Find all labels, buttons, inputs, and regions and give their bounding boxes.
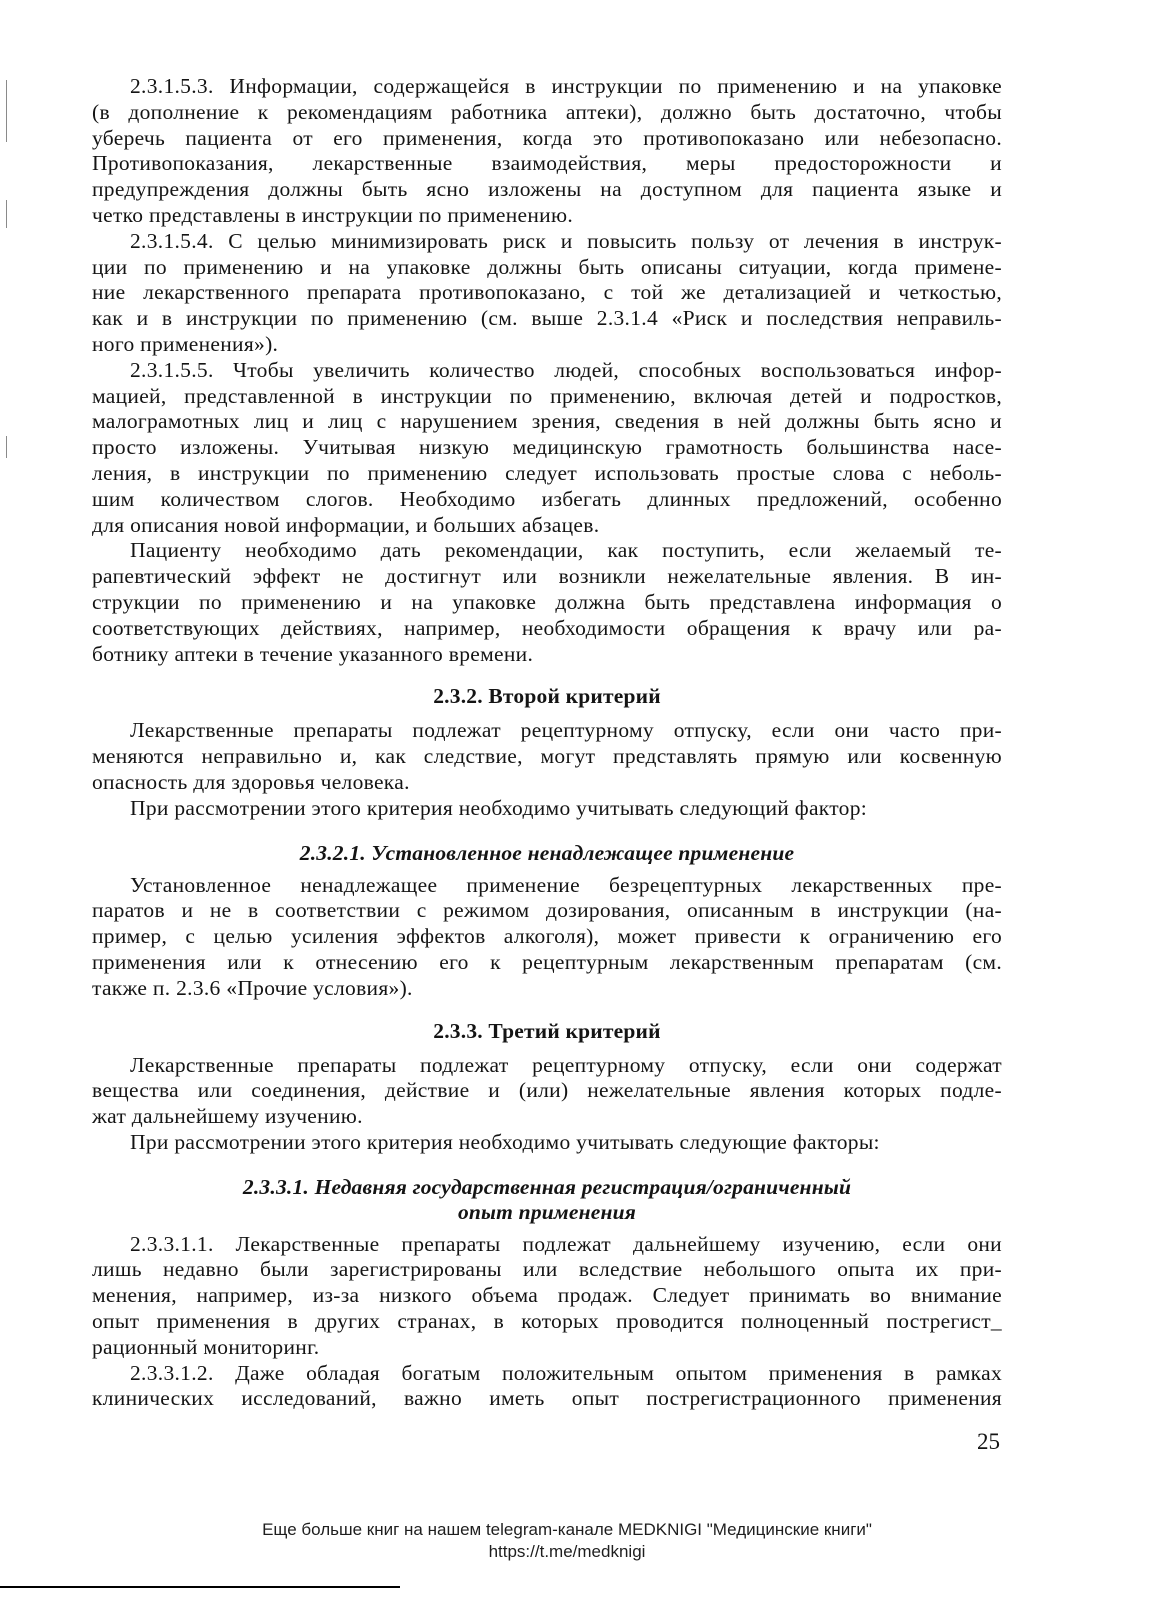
text-line: ного применения»). [92, 331, 279, 356]
text-line: как и в инструкции по применению (см. выше 2.3.1.4 «Риск и последствия неправиль- [92, 306, 1002, 331]
text-line: клинических исследований, важно иметь опыт пострегистрационного применения [92, 1386, 1002, 1411]
scan-margin-mark [6, 200, 7, 228]
text-line: уберечь пациента от его применения, когда это противопоказано или небезопасно. [92, 125, 1002, 150]
section-heading: 2.3.3. Третий критерий [433, 1018, 661, 1043]
footer-promo-text: Еще больше книг на нашем telegram-канале MEDKNIGI "Медицинские книги" [262, 1520, 872, 1539]
text-line: ции по применению и на упаковке должны быть описаны ситуации, когда примене- [92, 254, 1002, 279]
paragraph [92, 1232, 1002, 1361]
text-line: малограмотных лиц и лиц с нарушением зрения, сведения в ней должны быть ясно и [92, 409, 1002, 434]
text-line: Противопоказания, лекарственные взаимодействия, меры предосторожности и [92, 151, 1002, 176]
text-line: также п. 2.3.6 «Прочие условия»). [92, 975, 413, 1000]
paragraph [92, 1361, 1002, 1413]
paragraph [92, 796, 1002, 822]
text-line: опыт применения в других странах, в которых проводится полноценный пострегист_ [92, 1309, 1002, 1334]
text-line: меняются неправильно и, как следствие, могут представлять прямую или косвенную [92, 744, 1002, 769]
text-line: При рассмотрении этого критерия необходимо учитывать следующие факторы: [130, 1129, 880, 1154]
text-line: жат дальнейшему изучению. [92, 1104, 363, 1129]
text-line: При рассмотрении этого критерия необходимо учитывать следующий фактор: [130, 795, 868, 820]
text-line: ления, в инструкции по применению следует использовать простые слова с неболь- [92, 460, 1002, 485]
text-line: менения, например, из-за низкого объема продаж. Следует принимать во внимание [92, 1283, 1002, 1308]
text-line: опасность для здоровья человека. [92, 769, 410, 794]
subsection-heading [92, 841, 1002, 866]
text-line: ботнику аптеки в течение указанного времени. [92, 641, 534, 666]
paragraph [92, 538, 1002, 667]
text-line: струкции по применению и на упаковке должна быть представлена информация о [92, 589, 1002, 614]
paragraph [92, 718, 1002, 795]
text-line: (в дополнение к рекомендациям работника аптеки), должно быть достаточно, чтобы [92, 99, 1002, 124]
paragraph [92, 1130, 1002, 1156]
scan-margin-mark [6, 80, 7, 142]
text-line: паратов и не в соответствии с режимом дозирования, описанным в инструкции (на- [92, 898, 1002, 923]
text-line: Лекарственные препараты подлежат рецептурному отпуску, если они содержат [130, 1052, 1002, 1077]
text-line: рапевтический эффект не достигнут или возникли нежелательные явления. В ин- [92, 564, 1002, 589]
subsection-heading-line: опыт применения [457, 1199, 637, 1224]
scan-edge-line [0, 1586, 400, 1588]
text-line: лишь недавно были зарегистрированы или вследствие небольшого опыта их при- [92, 1257, 1002, 1282]
section-heading: 2.3.2. Второй критерий [433, 684, 661, 709]
paragraph [92, 74, 1002, 229]
text-line: просто изложены. Учитывая низкую медицинскую грамотность большинства насе- [92, 435, 1002, 460]
text-line: рационный мониторинг. [92, 1334, 320, 1359]
text-line: применения или к отнесению его к рецептурным лекарственным препаратам (см. [92, 949, 1002, 974]
subsection-heading-line: 2.3.3.1. Недавняя государственная регистрация/ограниченный [242, 1174, 852, 1199]
text-line: 2.3.3.1.1. Лекарственные препараты подлежат дальнейшему изучению, если они [130, 1231, 1002, 1256]
text-line: 2.3.3.1.2. Даже обладая богатым положительным опытом применения в рамках [130, 1360, 1002, 1385]
text-line: вещества или соединения, действие и (или) нежелательные явления которых подле- [92, 1078, 1002, 1103]
text-line: Лекарственные препараты подлежат рецептурному отпуску, если они часто при- [130, 718, 1002, 743]
text-line: 2.3.1.5.5. Чтобы увеличить количество людей, способных воспользоваться инфор- [130, 357, 1002, 382]
scan-margin-mark [6, 436, 7, 458]
paragraph [92, 1053, 1002, 1130]
text-line: для описания новой информации, и больших абзацев. [92, 512, 600, 537]
text-line: предупреждения должны быть ясно изложены на доступном для пациента языке и [92, 177, 1002, 202]
text-line: 2.3.1.5.4. С целью минимизировать риск и повысить пользу от лечения в инструк- [130, 228, 1002, 253]
text-line: Установленное ненадлежащее применение безрецептурных лекарственных пре- [130, 872, 1002, 897]
text-line: 2.3.1.5.3. Информации, содержащейся в инструкции по применению и на упаковке [130, 74, 1002, 98]
text-line: Пациенту необходимо дать рекомендации, как поступить, если желаемый те- [130, 538, 1002, 563]
paragraph [92, 229, 1002, 358]
paragraph [92, 358, 1002, 539]
paragraph [92, 873, 1002, 1002]
text-line: ние лекарственного препарата противопоказано, с той же детализацией и четкостью, [92, 280, 1002, 305]
text-line: соответствующих действиях, например, необходимости обращения к врачу или ра- [92, 615, 1002, 640]
footer-url-text: https://t.me/medknigi [488, 1542, 646, 1561]
subsection-heading-line: 2.3.2.1. Установленное ненадлежащее применение [299, 840, 795, 865]
footer [0, 1519, 1134, 1563]
text-line: пример, с целью усиления эффектов алкоголя), может привести к ограничению его [92, 924, 1002, 949]
text-line: шим количеством слогов. Необходимо избегать длинных предложений, особенно [92, 486, 1002, 511]
subsection-heading [92, 1175, 1002, 1225]
document-body [92, 74, 1002, 1412]
page-number: 25 [977, 1429, 1000, 1454]
text-line: четко представлены в инструкции по применению. [92, 202, 574, 227]
text-line: мацией, представленной в инструкции по применению, включая детей и подростков, [92, 383, 1002, 408]
